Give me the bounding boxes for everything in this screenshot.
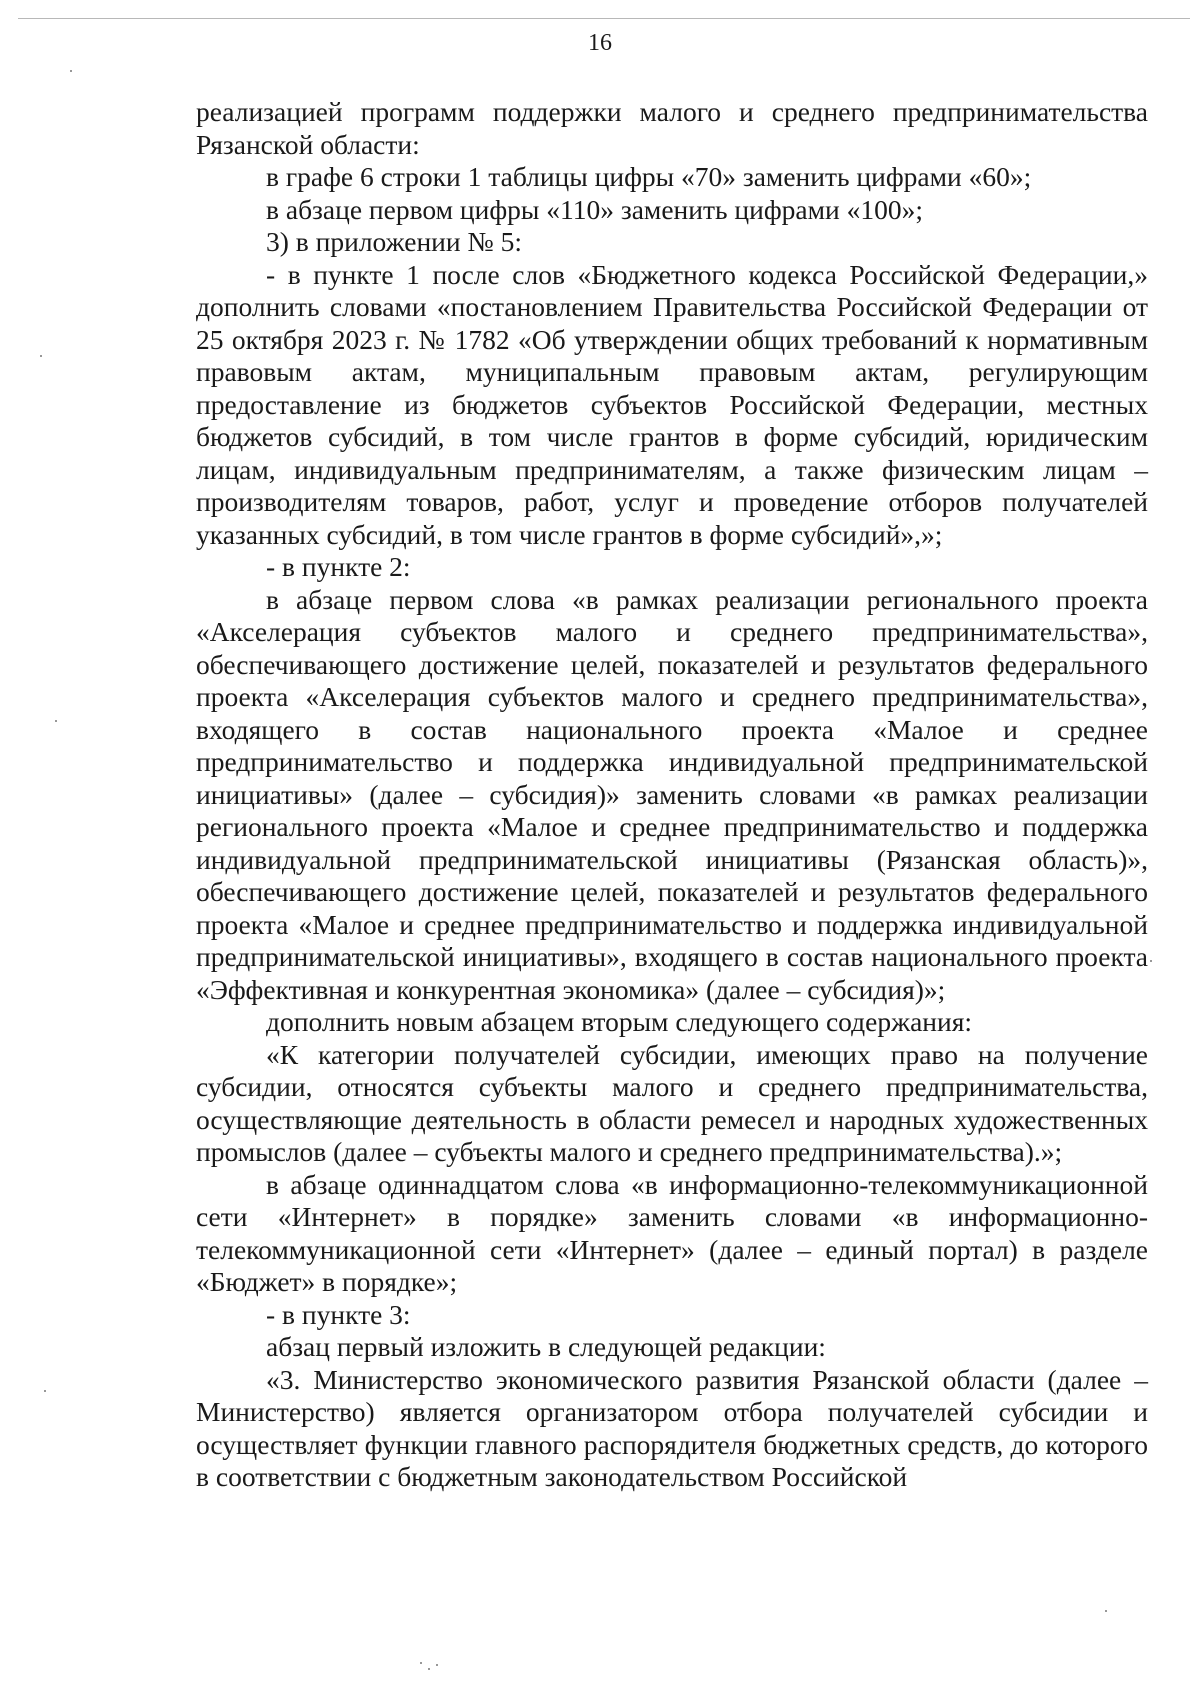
paragraph: в абзаце одиннадцатом слова «в информационно-телекоммуникационной сети «Интернет» в порядке» заменить словами «в информационно-телекоммуникационной сети «Интернет» (далее – единый портал) в разделе «Бюджет» в порядке»;	[196, 1168, 1148, 1297]
paragraph: абзац первый изложить в следующей редакции:	[266, 1331, 826, 1362]
scan-speck	[70, 70, 72, 72]
paragraph: в абзаце первом цифры «110» заменить цифрами «100»;	[266, 193, 923, 225]
scan-edge-line	[18, 18, 1190, 19]
paragraph: дополнить новым абзацем вторым следующего содержания:	[266, 1006, 973, 1037]
document-body	[196, 96, 1148, 1494]
scan-speck	[44, 1390, 46, 1392]
paragraph: - в пункте 3:	[266, 1298, 411, 1330]
paragraph: в абзаце первом слова «в рамках реализации регионального проекта «Акселерация субъектов малого и среднего предпринимательства», обеспечивающего достижение целей, показателей и результатов федерального проекта «Акселерация субъектов малого и среднего предпринимательства», входящего в состав национального проекта «Малое и среднее предпринимательство и поддержка индивидуальной предпринимательской инициативы» (далее – субсидия)» заменить словами «в рамках реализации регионального проекта «Малое и среднее предпринимательство и поддержка индивидуальной предпринимательской инициативы (Рязанская область)», обеспечивающего достижение целей, показателей и результатов федерального проекта «Малое и среднее предпринимательство и поддержка индивидуальной предпринимательской инициативы», входящего в состав национального проекта «Эффективная и конкурентная экономика» (далее – субсидия)»;	[196, 583, 1148, 1005]
scan-speck	[428, 1668, 430, 1670]
paragraph: «3. Министерство экономического развития Рязанской области (далее – Министерство) является организатором отбора получателей субсидии и осуществляет функции главного распорядителя бюджетных средств, до которого в соответствии с бюджетным законодательством Российской	[196, 1363, 1148, 1492]
scan-speck	[55, 720, 57, 722]
paragraph: - в пункте 2:	[266, 551, 411, 582]
paragraph: - в пункте 1 после слов «Бюджетного кодекса Российской Федерации,» дополнить словами «постановлением Правительства Российской Федерации от 25 октября 2023 г. № 1782 «Об утверждении общих требований к нормативным правовым актам, муниципальным правовым актам, регулирующим предоставление из бюджетов субъектов Российской Федерации, местных бюджетов субсидий, в том числе грантов в форме субсидий, юридическим лицам, индивидуальным предпринимателям, а также физическим лицам – производителям товаров, работ, услуг и проведение отборов получателей указанных субсидий, в том числе грантов в форме субсидий»,»;	[196, 258, 1148, 550]
paragraph: в графе 6 строки 1 таблицы цифры «70» заменить цифрами «60»;	[266, 161, 1032, 192]
scan-speck	[40, 355, 42, 357]
paragraph: 3) в приложении № 5:	[266, 226, 522, 257]
scan-speck	[1150, 960, 1152, 962]
paragraph: реализацией программ поддержки малого и среднего предпринимательства Рязанской области:	[196, 96, 1148, 160]
scan-speck	[420, 1662, 422, 1664]
scan-speck	[1105, 1610, 1107, 1612]
scan-speck	[436, 1664, 438, 1666]
paragraph: «К категории получателей субсидии, имеющих право на получение субсидии, относятся субъекты малого и среднего предпринимательства, осуществляющие деятельность в области ремесел и народных художественных промыслов (далее – субъекты малого и среднего предпринимательства).»;	[196, 1038, 1148, 1167]
page-number: 16	[588, 30, 612, 56]
